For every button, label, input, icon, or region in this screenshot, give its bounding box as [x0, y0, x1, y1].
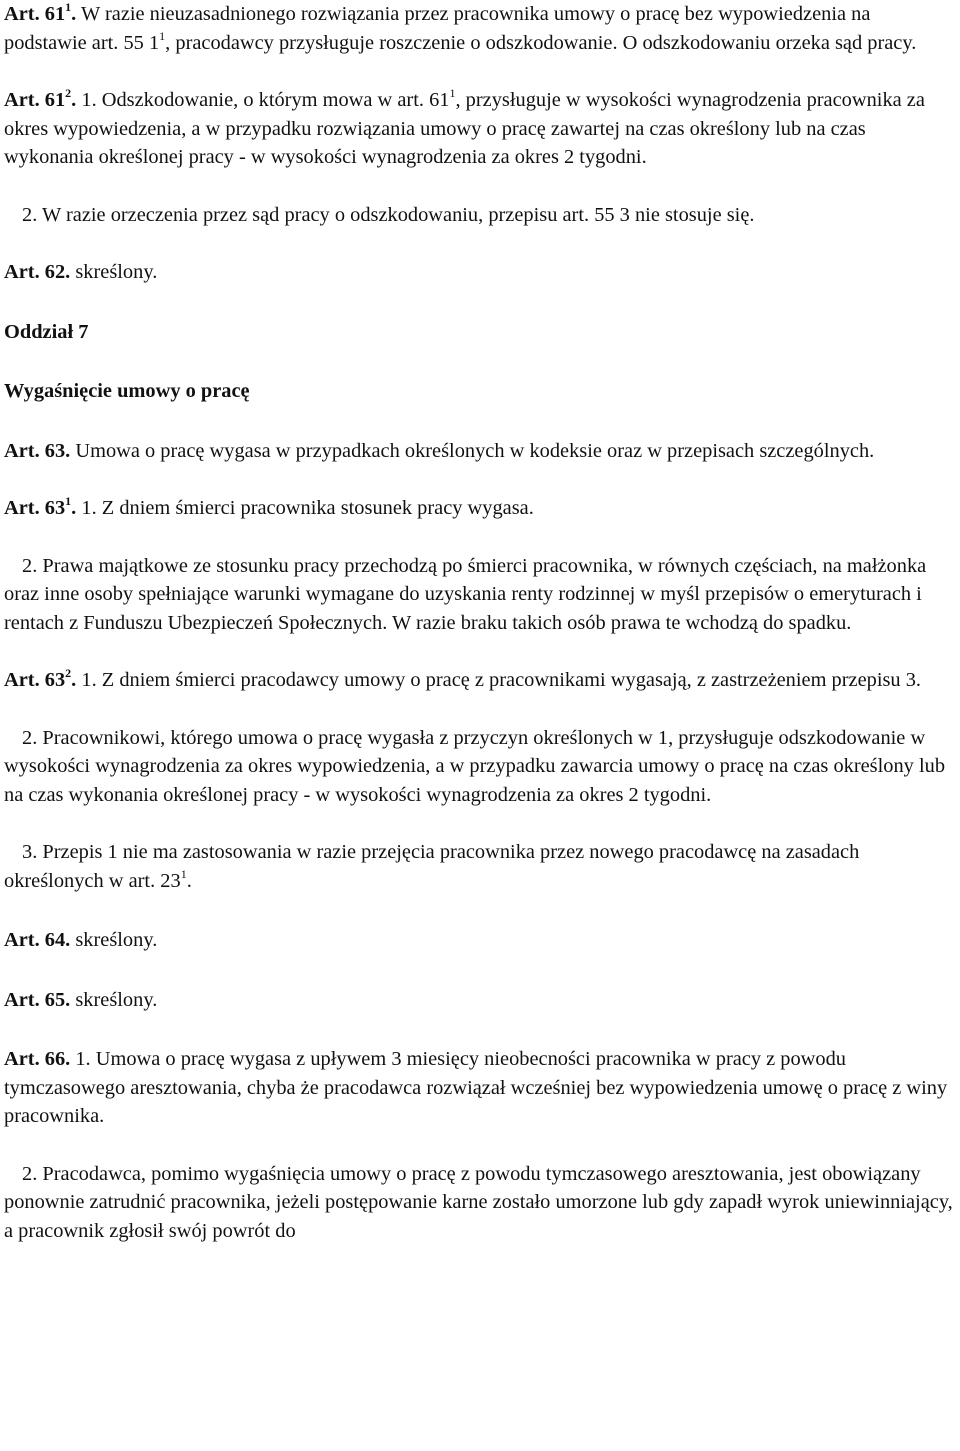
article-63-2 — [4, 666, 956, 695]
article-63-2-paragraph-3: 3. Przepis 1 nie ma zastosowania w razie przejęcia pracownika przez nowego pracodawcę na zasadach określonych w art. $23^1$. — [4, 841, 860, 892]
article-64 — [4, 926, 956, 955]
paragraph-text: 1. Odszkodowanie, o którym mowa w art. 61 — [81, 89, 450, 111]
paragraph-text: 1. Z dniem śmierci pracownika stosunek pracy wygasa. — [81, 497, 534, 519]
paragraph-text: Umowa o pracę wygasa w przypadkach określonych w kodeksie oraz w przepisach szczególnych. — [75, 439, 875, 462]
article-65 — [4, 986, 956, 1015]
section-subtitle: Wygaśnięcie umowy o pracę — [4, 380, 250, 402]
article-heading: Art. 66. — [4, 1048, 71, 1070]
article-heading: Art. $61^1$. — [4, 0, 77, 25]
article-63-2-paragraph-2: 2. Pracownikowi, którego umowa o pracę wygasła z przyczyn określonych w 1, przysługuje odszkodowanie w wysokości wynagrodzenia za okres wypowiedzenia, a w przypadku zawarcia umowy o pracę na czas określony lub na czas wykonania określonej pracy - w wysokości wynagrodzenia za okres 2 tygodni. — [4, 726, 946, 806]
paragraph-text: skreślony. — [75, 929, 158, 951]
article-heading: Art. 63. — [4, 439, 71, 462]
article-63 — [4, 437, 956, 466]
paragraph-text: skreślony. — [75, 988, 158, 1011]
article-61-1: Art. $61^1$. W razie nieuzasadnionego rozwiązania przez pracownika umowy o pracę bez wypowiedzenia na podstawie art. 55 $1^1$, pracodawcy przysługuje roszczenie o odszkodowanie. O odszkodowaniu orzeka sąd pracy. — [4, 0, 917, 54]
paragraph-text: 1. Umowa o pracę wygasa z upływem 3 miesięcy nieobecności pracownika w pracy z powodu tymczasowego aresztowania, chyba że pracodawca rozwiązał wcześniej bez wypowiedzenia umowę o pracę z winy pracownika. — [4, 1048, 948, 1127]
article-66 — [4, 1045, 956, 1131]
paragraph-text: , pracodawcy przysługuje roszczenie o odszkodowanie. O odszkodowaniu orzeka sąd pracy. — [165, 31, 917, 54]
article-66-paragraph-2: 2. Pracodawca, pomimo wygaśnięcia umowy o pracę z powodu tymczasowego aresztowania, jest obowiązany ponownie zatrudnić pracownika, jeżeli postępowanie karne zostało umorzone lub gdy zapadł wyrok uniewinniający, a pracownik zgłosił swój powrót do — [4, 1162, 953, 1242]
article-62 — [4, 258, 956, 287]
paragraph-text: skreślony. — [75, 261, 158, 283]
article-63-1 — [4, 494, 956, 523]
article-heading: Art. 62. — [4, 261, 71, 283]
article-61-2: Art. $61^2$. 1. Odszkodowanie, o którym mowa w art. $61^1$, przysługuje w wysokości wynagrodzenia pracownika za okres wypowiedzenia, a w przypadku rozwiązania umowy o pracę zawartej na czas określony lub na czas wykonania określonej pracy - w wysokości wynagrodzenia za okres 2 tygodni. — [4, 86, 925, 168]
paragraph-text: 1. Z dniem śmierci pracodawcy umowy o pracę z pracownikami wygasają, z zastrzeżeniem przepisu 3. — [81, 669, 922, 691]
article-heading: Art. $63^1$. — [4, 494, 77, 519]
article-heading: Art. $63^2$. — [4, 666, 77, 691]
section-title: Oddział 7 — [4, 320, 89, 343]
article-heading: Art. 65. — [4, 988, 71, 1011]
paragraph-text: W razie nieuzasadnionego rozwiązania przez pracownika umowy o pracę bez wypowiedzenia na podstawie art. 55 1 — [4, 3, 871, 54]
article-heading: Art. $61^2$. — [4, 86, 77, 111]
paragraph-text: , przysługuje w wysokości wynagrodzenia pracownika za okres wypowiedzenia, a w przypadku rozwiązania umowy o pracę zawartej na czas określony lub na czas wykonania określonej pracy - w wysokości wynagrodzenia za okres 2 tygodni. — [4, 89, 925, 168]
article-heading: Art. 64. — [4, 929, 71, 951]
article-63-1-paragraph-2: 2. Prawa majątkowe ze stosunku pracy przechodzą po śmierci pracownika, w równych częściach, na małżonka oraz inne osoby spełniające warunki wymagane do uzyskania renty rodzinnej w myśl przepisów o emeryturach i rentach z Funduszu Ubezpieczeń Społecznych. W razie braku takich osób prawa te wchodzą do spadku. — [4, 554, 927, 634]
article-61-2-paragraph-2: 2. W razie orzeczenia przez sąd pracy o odszkodowaniu, przepisu art. 55 3 nie stosuje się. — [22, 203, 755, 226]
